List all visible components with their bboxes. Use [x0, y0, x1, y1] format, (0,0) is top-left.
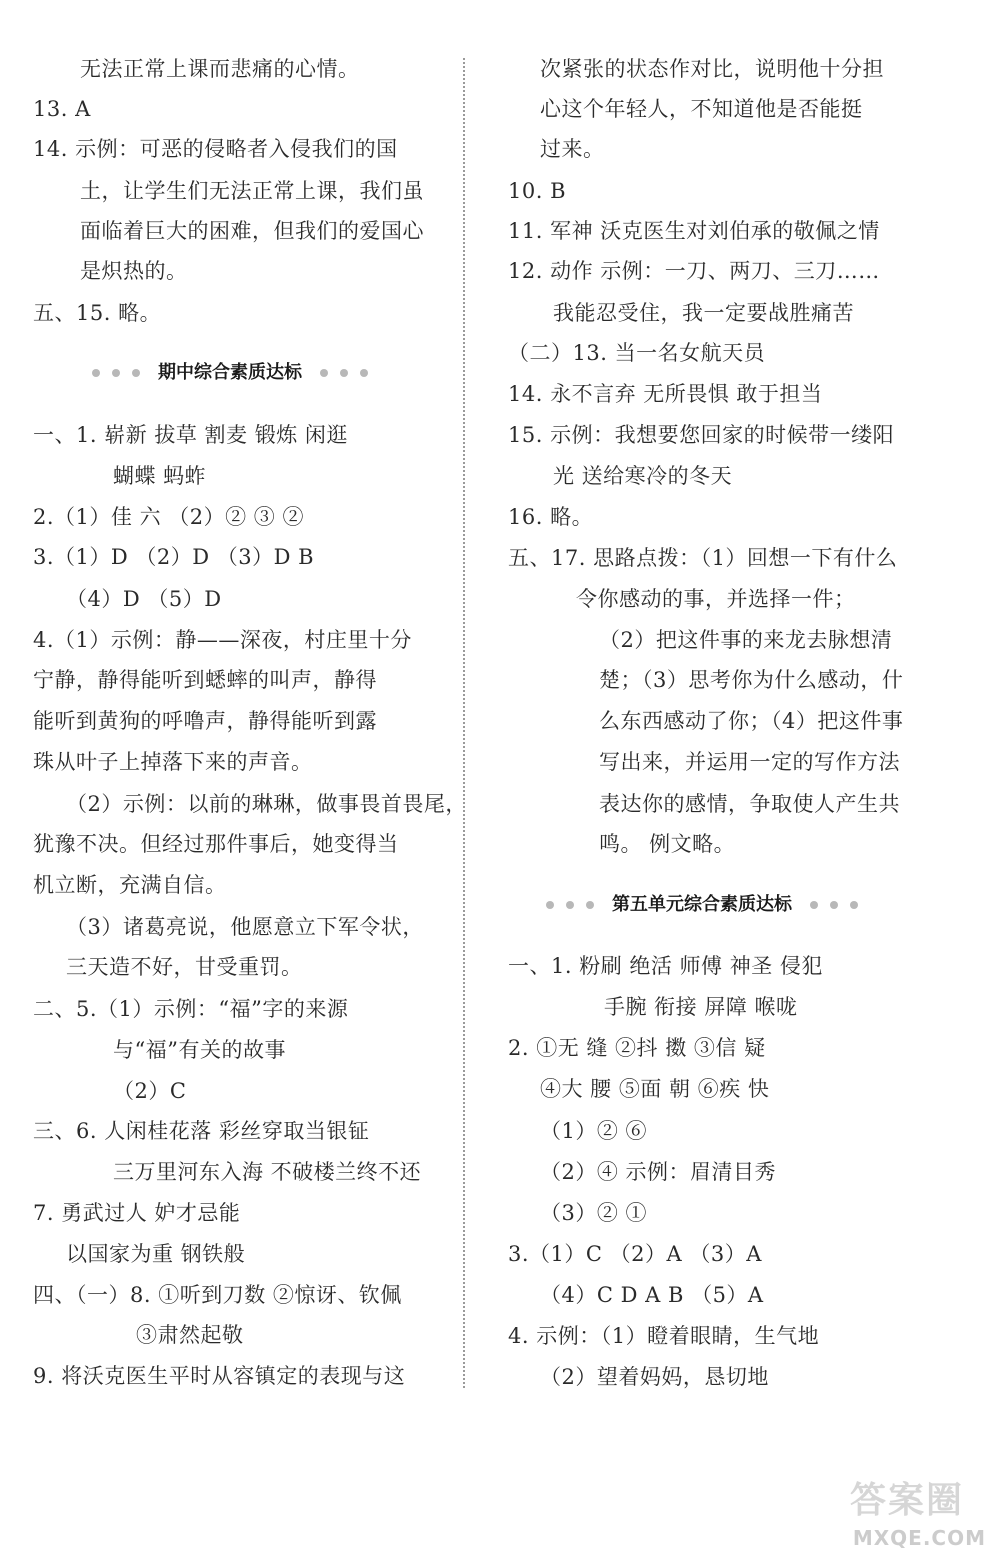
answer-line: （4）D （5）D	[66, 587, 222, 611]
answer-line: 令你感动的事，并选择一件；	[576, 587, 856, 611]
answer-line: 与“福”有关的故事	[113, 1038, 286, 1062]
watermark-seal: 答案圈	[849, 1480, 964, 1521]
section-heading	[86, 360, 374, 386]
answer-line: 蝴蝶 蚂蚱	[113, 464, 207, 488]
answer-line: （3）诸葛亮说，他愿意立下军令状，	[66, 915, 424, 939]
answer-line: 14. 永不言弃 无所畏惧 敢于担当	[508, 382, 823, 406]
answer-line: 2.（1）佳 六 （2）② ③ ②	[33, 505, 304, 529]
answer-line: 12. 动作 示例：一刀、两刀、三刀……	[508, 259, 880, 283]
bullet-dot-icon	[850, 901, 858, 909]
answer-line: 7. 勇武过人 妒才忌能	[33, 1201, 241, 1225]
answer-line: 机立断，充满自信。	[33, 873, 227, 897]
answer-line: 以国家为重 钢铁般	[66, 1242, 246, 1266]
bullet-dot-icon	[566, 901, 574, 909]
answer-line: （二）13. 当一名女航天员	[508, 341, 766, 365]
answer-line: （2）望着妈妈，恳切地	[540, 1365, 769, 1389]
answer-line: 16. 略。	[508, 505, 594, 529]
answer-line: 面临着巨大的困难，但我们的爱国心	[80, 219, 424, 243]
answer-line: 手腕 衔接 屏障 喉咙	[604, 995, 798, 1019]
answer-line: 15. 示例：我想要您回家的时候带一缕阳	[508, 423, 895, 447]
answer-line: 五、15. 略。	[33, 301, 162, 325]
answer-line: 4. 示例：（1）瞪着眼睛，生气地	[508, 1324, 820, 1348]
answer-line: （2）④ 示例：眉清目秀	[540, 1160, 777, 1184]
answer-line: 三天造不好，甘受重罚。	[66, 955, 303, 979]
answer-line: （1）② ⑥	[540, 1119, 648, 1143]
answer-line: 表达你的感情，争取使人产生共	[599, 792, 900, 816]
answer-line: ③肃然起敬	[136, 1323, 244, 1347]
answer-line: 么东西感动了你；（4）把这件事	[599, 709, 904, 733]
answer-line: 我能忍受住，我一定要战胜痛苦	[553, 301, 854, 325]
answer-line: （4）C D A B （5）A	[540, 1283, 764, 1307]
answer-line: 四、（一）8. ①听到刀数 ②惊讶、钦佩	[33, 1283, 402, 1307]
answer-line: 13. A	[33, 97, 91, 121]
bullet-dot-icon	[92, 369, 100, 377]
answer-line: 五、17. 思路点拨：（1）回想一下有什么	[508, 546, 898, 570]
bullet-dot-icon	[360, 369, 368, 377]
answer-line: 3.（1）C （2）A （3）A	[508, 1242, 762, 1266]
answer-line: 无法正常上课而悲痛的心情。	[80, 57, 360, 81]
watermark-domain: MXQE.COM	[852, 1526, 986, 1550]
answer-line: 土，让学生们无法正常上课，我们虽	[80, 179, 424, 203]
bullet-dot-icon	[320, 369, 328, 377]
answer-line: 能听到黄狗的呼噜声，静得能听到露	[33, 709, 377, 733]
answer-line: 一、1. 粉刷 绝活 师傅 神圣 侵犯	[508, 954, 823, 978]
answer-line: 三万里河东入海 不破楼兰终不还	[113, 1160, 422, 1184]
answer-line: 10. B	[508, 179, 567, 203]
answer-line: 4.（1）示例：静——深夜，村庄里十分	[33, 628, 412, 652]
answer-line: 鸣。 例文略。	[599, 832, 736, 856]
answer-line: 二、5.（1）示例：“福”字的来源	[33, 997, 349, 1021]
answer-line: 一、1. 崭新 拔草 割麦 锻炼 闲逛	[33, 423, 348, 447]
answer-line: 犹豫不决。但经过那件事后，她变得当	[33, 832, 399, 856]
section-title: 期中综合素质达标	[158, 362, 302, 383]
answer-line: 是炽热的。	[80, 259, 188, 283]
bullet-dot-icon	[112, 369, 120, 377]
answer-line: 11. 军神 沃克医生对刘伯承的敬佩之情	[508, 219, 880, 243]
answer-line: 光 送给寒冷的冬天	[553, 464, 733, 488]
bullet-dot-icon	[546, 901, 554, 909]
answer-line: 心这个年轻人，不知道他是否能挺	[540, 97, 863, 121]
answer-line: 过来。	[540, 137, 605, 161]
answer-line: （3）② ①	[540, 1201, 648, 1225]
bullet-dot-icon	[340, 369, 348, 377]
section-heading	[540, 892, 864, 918]
answer-line: 次紧张的状态作对比，说明他十分担	[540, 57, 884, 81]
answer-line: 珠从叶子上掉落下来的声音。	[33, 750, 313, 774]
answer-line: 三、6. 人闲桂花落 彩丝穿取当银钲	[33, 1119, 370, 1143]
answer-line: 14. 示例：可恶的侵略者入侵我们的国	[33, 137, 398, 161]
bullet-dot-icon	[132, 369, 140, 377]
answer-line: （2）C	[113, 1079, 187, 1103]
bullet-dot-icon	[830, 901, 838, 909]
answer-line: 宁静，静得能听到蟋蟀的叫声，静得	[33, 668, 377, 692]
answer-line: 2. ①无 缝 ②抖 擞 ③信 疑	[508, 1036, 766, 1060]
answer-line: （2）把这件事的来龙去脉想清	[599, 628, 893, 652]
answer-line: 3.（1）D （2）D （3）D B	[33, 545, 315, 569]
column-divider	[463, 58, 465, 1388]
answer-line: 写出来，并运用一定的写作方法	[599, 750, 900, 774]
answer-line: ④大 腰 ⑤面 朝 ⑥疾 快	[540, 1077, 770, 1101]
bullet-dot-icon	[586, 901, 594, 909]
bullet-dot-icon	[810, 901, 818, 909]
answer-line: 9. 将沃克医生平时从容镇定的表现与这	[33, 1364, 406, 1388]
watermark-logo	[814, 1472, 986, 1550]
answer-line: 楚；（3）思考你为什么感动，什	[599, 668, 904, 692]
section-title: 第五单元综合素质达标	[612, 894, 792, 915]
answer-line: （2）示例：以前的琳琳，做事畏首畏尾，	[66, 792, 467, 816]
